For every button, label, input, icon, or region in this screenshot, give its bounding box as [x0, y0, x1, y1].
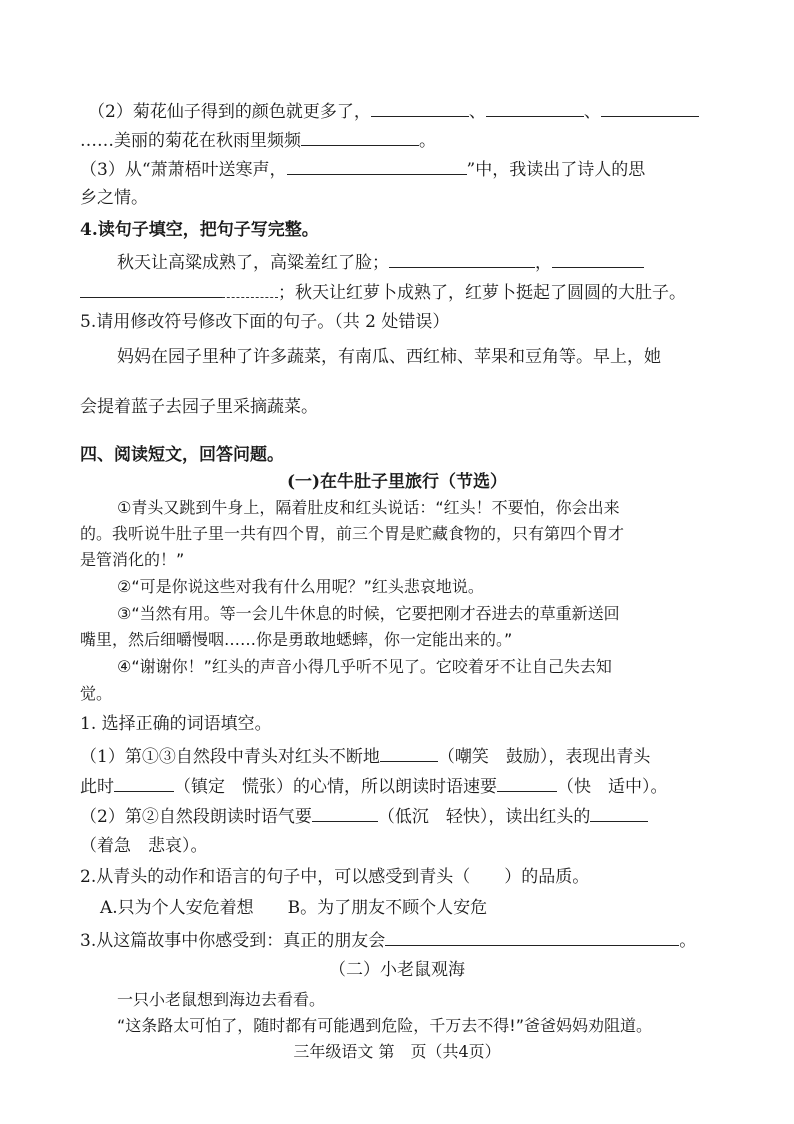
q4-title: 4.读句子填空，把句子写完整。 — [80, 220, 319, 240]
s4-q1-2-line2: （着急 悲哀）。 — [80, 836, 208, 856]
story1-p2: ②“可是你说这些对我有什么用呢？”红头悲哀地说。 — [117, 577, 484, 596]
answer-blank[interactable] — [389, 249, 535, 268]
page-footer: 三年级语文 第 页（共4页） — [293, 1042, 501, 1061]
q4-text2: ；秋天让红萝卜成熟了，红萝卜挺起了圆圆的大肚子。 — [278, 283, 686, 303]
answer-blank[interactable] — [486, 98, 584, 117]
story1-p4-line2: 觉。 — [80, 684, 113, 703]
q4-line2 — [80, 279, 686, 305]
s4-q2-options[interactable]: A.只为个人安危着想 B。为了朋友不顾个人安危 — [100, 898, 488, 918]
story2-title: （二）小老鼠观海 — [329, 960, 465, 980]
q3-2-text2: ……美丽的菊花在秋雨里频频 — [80, 131, 301, 151]
q1-1-text4: （镇定 慌张）的心情，所以朗读时语速要 — [174, 777, 497, 797]
story1-p3-line1: ③“当然有用。等一会儿牛休息的时候，它要把刚才吞进去的草重新送回 — [117, 604, 620, 623]
story2-p2: “这条路太可怕了，随时都有可能遇到危险，千万去不得!”爸爸妈妈劝阻道。 — [117, 1016, 652, 1035]
answer-blank[interactable] — [497, 773, 557, 792]
s4-q1-title: 1. 选择正确的词语填空。 — [80, 714, 272, 734]
s4-q1-1-line1 — [80, 743, 650, 769]
q3-2-text: （2）菊花仙子得到的颜色就更多了， — [88, 102, 371, 122]
story1-p4-line1: ④“谢谢你！”红头的声音小得几乎听不见了。它咬着牙不让自己失去知 — [117, 657, 612, 676]
q5-line2: 会提着蓝子去园子里采摘蔬菜。 — [80, 397, 318, 417]
answer-blank[interactable] — [552, 249, 644, 268]
answer-blank[interactable] — [601, 98, 699, 117]
q4-line1 — [117, 249, 644, 275]
answer-blank[interactable] — [371, 98, 469, 117]
q3-3-line1 — [80, 156, 645, 182]
answer-blank[interactable] — [80, 279, 222, 298]
answer-blank-dashed[interactable] — [222, 279, 278, 298]
q1-1-text2: （嘲笑 鼓励），表现出青头 — [437, 747, 651, 767]
s4-q1-2-line1 — [80, 803, 648, 829]
q3-3-line2: 乡之情。 — [80, 188, 148, 208]
story1-p1-line2: 的。我听说牛肚子里一共有四个胃，前三个胃是贮藏食物的，只有第四个胃才 — [80, 524, 625, 543]
q1-1-text1: （1）第①③自然段中青头对红头不断地 — [80, 747, 380, 767]
q5-line1: 妈妈在园子里种了许多蔬菜，有南瓜、西红柿、苹果和豆角等。早上，她 — [117, 347, 661, 367]
s4-q1-1-line2 — [80, 773, 668, 799]
s4-q3 — [80, 927, 696, 953]
separator: 、 — [583, 102, 601, 122]
s4-q2: 2.从青头的动作和语言的句子中，可以感受到青头（ ）的品质。 — [80, 867, 590, 887]
answer-blank[interactable] — [590, 803, 648, 822]
q1-2-text2: （低沉 轻快），读出红头的 — [377, 807, 591, 827]
answer-blank[interactable] — [114, 773, 174, 792]
period: 。 — [679, 931, 697, 951]
section4-heading: 四、阅读短文，回答问题。 — [80, 445, 284, 465]
q3-3-text: （3）从“萧萧梧叶送寒声， — [80, 160, 287, 180]
answer-blank[interactable] — [301, 127, 419, 146]
separator: 、 — [468, 102, 486, 122]
q3-text: 3.从这篇故事中你感受到：真正的朋友会 — [80, 931, 386, 951]
q3-3-text2: ”中，我读出了诗人的思 — [466, 160, 646, 180]
period: 。 — [419, 131, 436, 151]
q1-1-text3: 此时 — [80, 777, 114, 797]
q3-2-line2 — [80, 127, 436, 153]
story1-title: (一)在牛肚子里旅行（节选） — [286, 472, 508, 492]
comma: ， — [535, 253, 552, 273]
q3-2-line1 — [88, 98, 699, 124]
q4-text1: 秋天让高粱成熟了，高粱羞红了脸； — [117, 253, 389, 273]
answer-blank[interactable] — [287, 156, 467, 175]
answer-blank[interactable] — [380, 743, 438, 762]
answer-blank[interactable] — [385, 927, 679, 946]
answer-blank[interactable] — [312, 803, 378, 822]
q1-1-text5: （快 适中）。 — [557, 777, 668, 797]
story1-p1-line3: 是管消化的！” — [80, 550, 185, 569]
q5-title: 5.请用修改符号修改下面的句子。（共 2 处错误） — [80, 312, 450, 332]
story1-p3-line2: 嘴里，然后细嚼慢咽……你是勇敢地蟋蟀，你一定能出来的。” — [80, 630, 513, 649]
story2-p1: 一只小老鼠想到海边去看看。 — [117, 990, 326, 1009]
q1-2-text1: （2）第②自然段朗读时语气要 — [80, 807, 312, 827]
story1-p1-line1: ①青头又跳到牛身上，隔着肚皮和红头说话：“红头！不要怕，你会出来 — [117, 498, 620, 517]
